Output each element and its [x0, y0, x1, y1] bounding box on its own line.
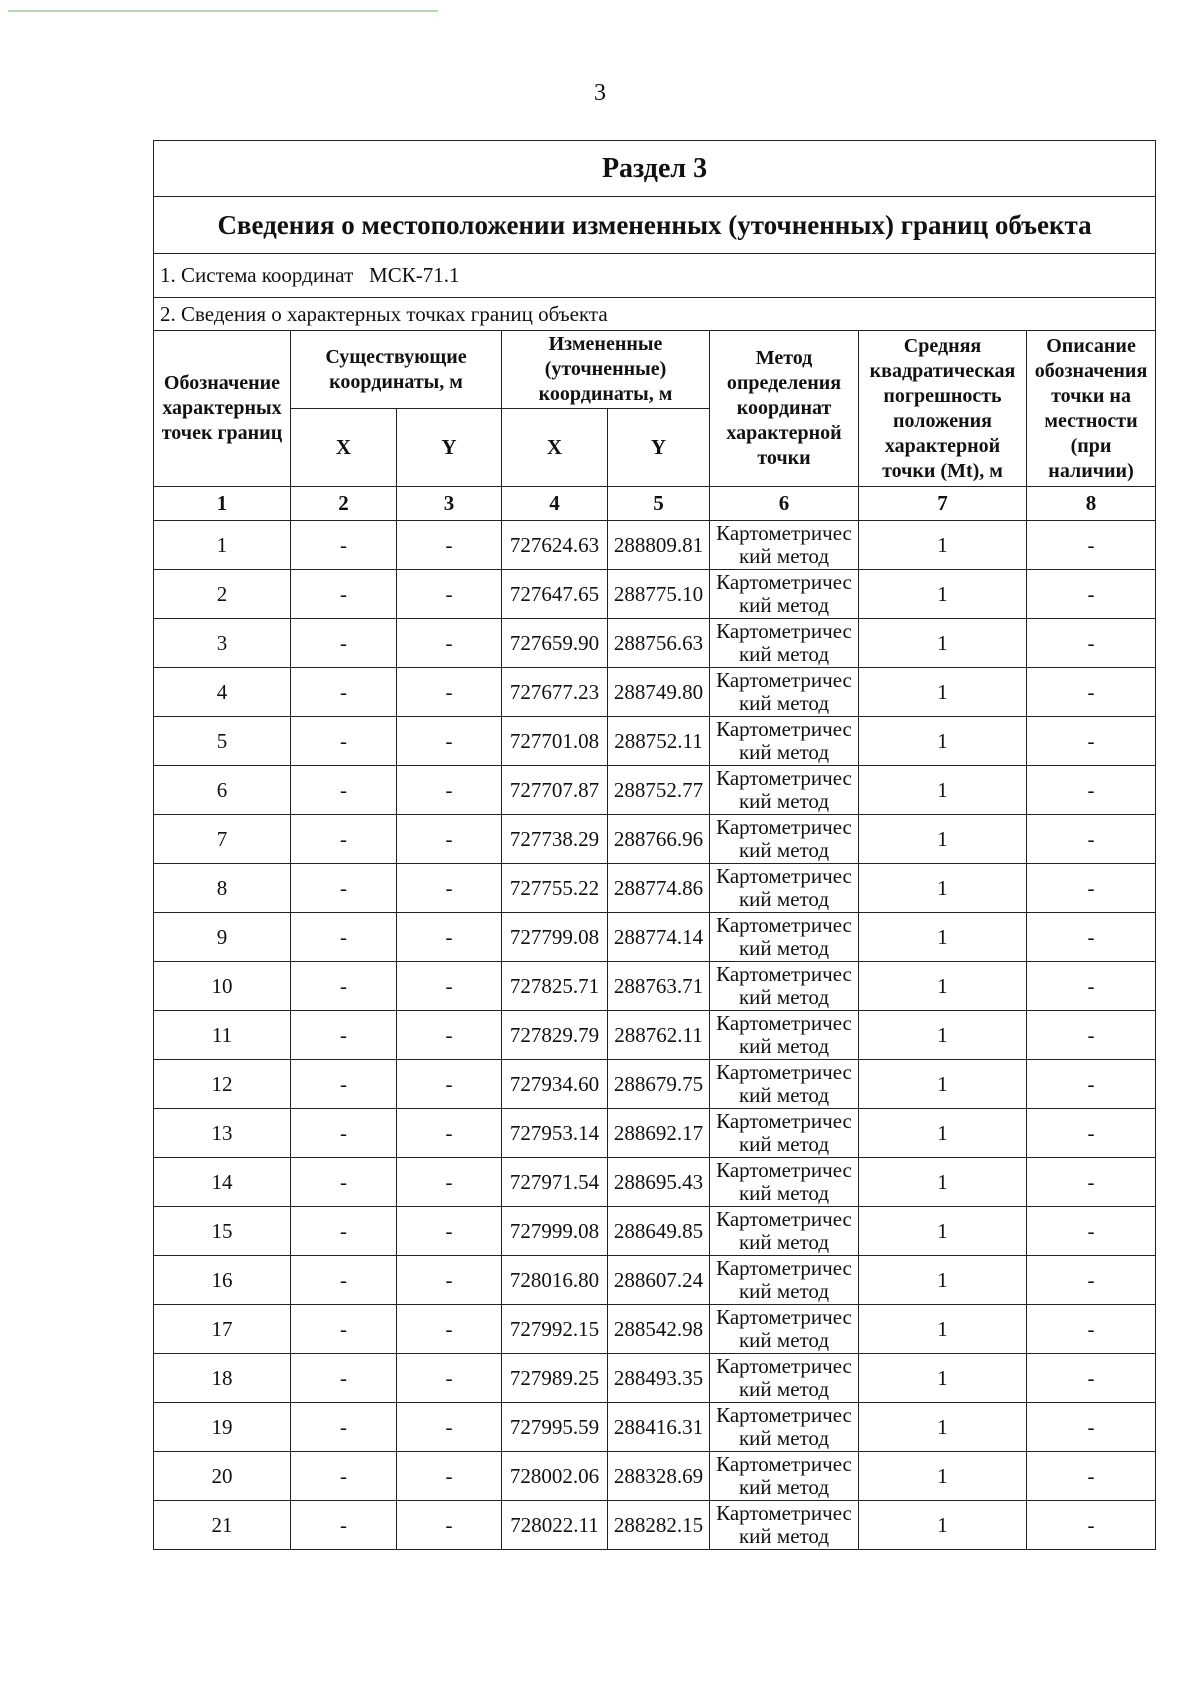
- existing-x-cell: -: [291, 864, 397, 913]
- mean-error-cell: 1: [859, 1060, 1027, 1109]
- section-title: Раздел 3: [154, 141, 1156, 197]
- method-cell: [710, 619, 859, 668]
- point-number-cell: 21: [154, 1501, 291, 1550]
- method-text-line: Картометричес: [716, 1060, 852, 1084]
- point-number-cell: 1: [154, 521, 291, 570]
- existing-x-cell: -: [291, 1256, 397, 1305]
- changed-x-cell: 727755.22: [502, 864, 608, 913]
- point-number-cell: 3: [154, 619, 291, 668]
- method-text-line: кий метод: [738, 1328, 830, 1352]
- description-cell: -: [1027, 864, 1156, 913]
- method-text-line: кий метод: [738, 1524, 830, 1548]
- table-row: [154, 1256, 1156, 1305]
- description-cell: -: [1027, 1060, 1156, 1109]
- method-text-line: Картометричес: [716, 717, 852, 741]
- changed-x-cell: 727829.79: [502, 1011, 608, 1060]
- changed-y-cell: 288542.98: [608, 1305, 710, 1354]
- description-cell: -: [1027, 1207, 1156, 1256]
- description-cell: -: [1027, 1256, 1156, 1305]
- point-number-cell: 16: [154, 1256, 291, 1305]
- existing-y-cell: -: [397, 1256, 502, 1305]
- method-cell: [710, 570, 859, 619]
- point-number-cell: 20: [154, 1452, 291, 1501]
- method-text-line: Картометричес: [716, 619, 852, 643]
- method-text-line: кий метод: [738, 838, 830, 862]
- existing-x-cell: -: [291, 1403, 397, 1452]
- table-row: [154, 1109, 1156, 1158]
- changed-x-cell: 728002.06: [502, 1452, 608, 1501]
- column-number: 1: [154, 487, 291, 521]
- column-number: 8: [1027, 487, 1156, 521]
- method-cell: [710, 766, 859, 815]
- method-text-line: Картометричес: [716, 1011, 852, 1035]
- existing-y-cell: -: [397, 668, 502, 717]
- description-cell: -: [1027, 1158, 1156, 1207]
- existing-y-cell: -: [397, 521, 502, 570]
- point-number-cell: 9: [154, 913, 291, 962]
- description-cell: -: [1027, 1011, 1156, 1060]
- table-row: [154, 1011, 1156, 1060]
- method-text-line: кий метод: [738, 1132, 830, 1156]
- existing-x-cell: -: [291, 766, 397, 815]
- mean-error-cell: 1: [859, 766, 1027, 815]
- header-designation: Обозначение характерных точек границ: [154, 331, 291, 487]
- table-row: [154, 521, 1156, 570]
- mean-error-cell: 1: [859, 1403, 1027, 1452]
- changed-x-cell: 727738.29: [502, 815, 608, 864]
- header-description: Описание обозначения точки на местности (при наличии): [1027, 331, 1156, 487]
- existing-x-cell: -: [291, 962, 397, 1011]
- existing-x-cell: -: [291, 1354, 397, 1403]
- existing-y-cell: -: [397, 962, 502, 1011]
- mean-error-cell: 1: [859, 962, 1027, 1011]
- column-number: 3: [397, 487, 502, 521]
- table-row: [154, 1305, 1156, 1354]
- changed-y-cell: 288756.63: [608, 619, 710, 668]
- method-cell: [710, 1305, 859, 1354]
- description-cell: -: [1027, 521, 1156, 570]
- changed-y-cell: 288752.77: [608, 766, 710, 815]
- changed-x-cell: 727825.71: [502, 962, 608, 1011]
- method-text-line: Картометричес: [716, 570, 852, 594]
- method-text-line: Картометричес: [716, 521, 852, 545]
- header-existing-coords: Существующие координаты, м: [291, 331, 502, 409]
- table-row: [154, 962, 1156, 1011]
- mean-error-cell: 1: [859, 1305, 1027, 1354]
- description-cell: -: [1027, 1452, 1156, 1501]
- changed-x-cell: 727934.60: [502, 1060, 608, 1109]
- point-number-cell: 13: [154, 1109, 291, 1158]
- existing-y-cell: -: [397, 1501, 502, 1550]
- method-text-line: кий метод: [738, 544, 830, 568]
- mean-error-cell: 1: [859, 1354, 1027, 1403]
- table-row: [154, 570, 1156, 619]
- table-row: [154, 766, 1156, 815]
- page-number: 3: [594, 80, 606, 106]
- header-changed-x: X: [502, 409, 608, 487]
- method-text-line: Картометричес: [716, 1305, 852, 1329]
- existing-x-cell: -: [291, 521, 397, 570]
- changed-x-cell: 728022.11: [502, 1501, 608, 1550]
- description-cell: -: [1027, 815, 1156, 864]
- description-cell: -: [1027, 1501, 1156, 1550]
- column-number: 2: [291, 487, 397, 521]
- method-text-line: Картометричес: [716, 1207, 852, 1231]
- method-cell: [710, 1501, 859, 1550]
- existing-y-cell: -: [397, 1060, 502, 1109]
- point-number-cell: 18: [154, 1354, 291, 1403]
- changed-y-cell: 288692.17: [608, 1109, 710, 1158]
- point-number-cell: 8: [154, 864, 291, 913]
- existing-y-cell: -: [397, 717, 502, 766]
- table-row: [154, 1354, 1156, 1403]
- description-cell: -: [1027, 570, 1156, 619]
- changed-x-cell: 727992.15: [502, 1305, 608, 1354]
- method-text-line: кий метод: [738, 691, 830, 715]
- changed-x-cell: 727677.23: [502, 668, 608, 717]
- method-text-line: Картометричес: [716, 766, 852, 790]
- mean-error-cell: 1: [859, 1207, 1027, 1256]
- changed-x-cell: 727707.87: [502, 766, 608, 815]
- existing-y-cell: -: [397, 1207, 502, 1256]
- description-cell: -: [1027, 1305, 1156, 1354]
- method-text-line: Картометричес: [716, 864, 852, 888]
- description-cell: -: [1027, 766, 1156, 815]
- coordinate-system: [154, 254, 1156, 298]
- existing-y-cell: -: [397, 913, 502, 962]
- method-text-line: кий метод: [738, 1083, 830, 1107]
- method-cell: [710, 1452, 859, 1501]
- existing-y-cell: -: [397, 1109, 502, 1158]
- existing-x-cell: -: [291, 1011, 397, 1060]
- header-changed-coords: Измененные (уточненные) координаты, м: [502, 331, 710, 409]
- mean-error-cell: 1: [859, 913, 1027, 962]
- point-number-cell: 17: [154, 1305, 291, 1354]
- method-cell: [710, 1158, 859, 1207]
- mean-error-cell: 1: [859, 521, 1027, 570]
- method-text-line: кий метод: [738, 740, 830, 764]
- scan-edge-line: [8, 10, 438, 12]
- method-cell: [710, 864, 859, 913]
- table-row: [154, 717, 1156, 766]
- table-row: [154, 1158, 1156, 1207]
- point-number-cell: 12: [154, 1060, 291, 1109]
- mean-error-cell: 1: [859, 717, 1027, 766]
- description-cell: -: [1027, 1403, 1156, 1452]
- existing-x-cell: -: [291, 1501, 397, 1550]
- method-text-line: Картометричес: [716, 1501, 852, 1525]
- header-mean-error: Средняя квадратическая погрешность положения характерной точки (Mt), м: [859, 331, 1027, 487]
- existing-y-cell: -: [397, 1354, 502, 1403]
- changed-y-cell: 288649.85: [608, 1207, 710, 1256]
- document-title: Сведения о местоположении измененных (уточненных) границ объекта: [154, 197, 1156, 254]
- existing-x-cell: -: [291, 1305, 397, 1354]
- mean-error-cell: 1: [859, 570, 1027, 619]
- method-cell: [710, 1060, 859, 1109]
- mean-error-cell: 1: [859, 1452, 1027, 1501]
- method-cell: [710, 962, 859, 1011]
- method-text-line: кий метод: [738, 1426, 830, 1450]
- header-changed-y: Y: [608, 409, 710, 487]
- method-cell: [710, 913, 859, 962]
- description-cell: -: [1027, 668, 1156, 717]
- method-text-line: кий метод: [738, 1279, 830, 1303]
- existing-x-cell: -: [291, 1207, 397, 1256]
- column-number: 7: [859, 487, 1027, 521]
- method-text-line: Картометричес: [716, 1109, 852, 1133]
- existing-y-cell: -: [397, 619, 502, 668]
- method-text-line: кий метод: [738, 642, 830, 666]
- boundary-points-table: [153, 140, 1156, 1550]
- changed-x-cell: 727624.63: [502, 521, 608, 570]
- existing-x-cell: -: [291, 815, 397, 864]
- existing-x-cell: -: [291, 1158, 397, 1207]
- table-row: [154, 1403, 1156, 1452]
- method-text-line: Картометричес: [716, 1403, 852, 1427]
- method-text-line: Картометричес: [716, 962, 852, 986]
- mean-error-cell: 1: [859, 668, 1027, 717]
- method-cell: [710, 1109, 859, 1158]
- table-row: [154, 1452, 1156, 1501]
- column-number: 6: [710, 487, 859, 521]
- changed-y-cell: 288775.10: [608, 570, 710, 619]
- existing-y-cell: -: [397, 766, 502, 815]
- point-number-cell: 5: [154, 717, 291, 766]
- point-number-cell: 10: [154, 962, 291, 1011]
- method-text-line: Картометричес: [716, 1256, 852, 1280]
- existing-x-cell: -: [291, 668, 397, 717]
- method-cell: [710, 1011, 859, 1060]
- table-body: [154, 521, 1156, 1550]
- existing-x-cell: -: [291, 717, 397, 766]
- method-text-line: кий метод: [738, 1034, 830, 1058]
- changed-y-cell: 288328.69: [608, 1452, 710, 1501]
- mean-error-cell: 1: [859, 1256, 1027, 1305]
- changed-x-cell: 727989.25: [502, 1354, 608, 1403]
- changed-y-cell: 288766.96: [608, 815, 710, 864]
- changed-x-cell: 727971.54: [502, 1158, 608, 1207]
- method-text-line: Картометричес: [716, 815, 852, 839]
- point-number-cell: 4: [154, 668, 291, 717]
- existing-y-cell: -: [397, 1011, 502, 1060]
- description-cell: -: [1027, 913, 1156, 962]
- changed-x-cell: 727701.08: [502, 717, 608, 766]
- method-text-line: кий метод: [738, 936, 830, 960]
- method-cell: [710, 1403, 859, 1452]
- method-text-line: кий метод: [738, 985, 830, 1009]
- point-number-cell: 15: [154, 1207, 291, 1256]
- existing-x-cell: -: [291, 1060, 397, 1109]
- method-text-line: Картометричес: [716, 668, 852, 692]
- point-number-cell: 11: [154, 1011, 291, 1060]
- method-text-line: Картометричес: [716, 1452, 852, 1476]
- coordinate-system-value: МСК-71.1: [369, 263, 460, 287]
- method-text-line: Картометричес: [716, 1158, 852, 1182]
- description-cell: -: [1027, 1354, 1156, 1403]
- header-method: Метод определения координат характерной точки: [710, 331, 859, 487]
- changed-y-cell: 288749.80: [608, 668, 710, 717]
- table-row: [154, 619, 1156, 668]
- method-cell: [710, 815, 859, 864]
- column-number: 5: [608, 487, 710, 521]
- existing-x-cell: -: [291, 913, 397, 962]
- mean-error-cell: 1: [859, 1011, 1027, 1060]
- point-number-cell: 6: [154, 766, 291, 815]
- method-text-line: Картометричес: [716, 913, 852, 937]
- existing-y-cell: -: [397, 1158, 502, 1207]
- changed-x-cell: 727999.08: [502, 1207, 608, 1256]
- changed-x-cell: 727995.59: [502, 1403, 608, 1452]
- table-row: [154, 815, 1156, 864]
- changed-y-cell: 288763.71: [608, 962, 710, 1011]
- changed-x-cell: 728016.80: [502, 1256, 608, 1305]
- mean-error-cell: 1: [859, 1109, 1027, 1158]
- existing-x-cell: -: [291, 1452, 397, 1501]
- description-cell: -: [1027, 1109, 1156, 1158]
- existing-y-cell: -: [397, 1452, 502, 1501]
- changed-y-cell: 288809.81: [608, 521, 710, 570]
- method-text-line: кий метод: [738, 1377, 830, 1401]
- changed-y-cell: 288493.35: [608, 1354, 710, 1403]
- table-row: [154, 1501, 1156, 1550]
- mean-error-cell: 1: [859, 1501, 1027, 1550]
- method-text-line: кий метод: [738, 593, 830, 617]
- method-text-line: кий метод: [738, 1181, 830, 1205]
- method-cell: [710, 521, 859, 570]
- method-text-line: Картометричес: [716, 1354, 852, 1378]
- method-cell: [710, 668, 859, 717]
- point-number-cell: 14: [154, 1158, 291, 1207]
- changed-x-cell: 727799.08: [502, 913, 608, 962]
- method-text-line: кий метод: [738, 1475, 830, 1499]
- method-cell: [710, 1256, 859, 1305]
- method-cell: [710, 1207, 859, 1256]
- description-cell: -: [1027, 717, 1156, 766]
- mean-error-cell: 1: [859, 864, 1027, 913]
- table-row: [154, 668, 1156, 717]
- changed-x-cell: 727647.65: [502, 570, 608, 619]
- changed-y-cell: 288774.14: [608, 913, 710, 962]
- existing-x-cell: -: [291, 1109, 397, 1158]
- header-existing-y: Y: [397, 409, 502, 487]
- description-cell: -: [1027, 962, 1156, 1011]
- changed-x-cell: 727659.90: [502, 619, 608, 668]
- changed-y-cell: 288416.31: [608, 1403, 710, 1452]
- method-text-line: кий метод: [738, 887, 830, 911]
- changed-y-cell: 288607.24: [608, 1256, 710, 1305]
- coordinate-system-label: 1. Система координат: [160, 263, 354, 287]
- existing-y-cell: -: [397, 570, 502, 619]
- existing-y-cell: -: [397, 1305, 502, 1354]
- table-row: [154, 1060, 1156, 1109]
- existing-y-cell: -: [397, 815, 502, 864]
- point-number-cell: 2: [154, 570, 291, 619]
- mean-error-cell: 1: [859, 1158, 1027, 1207]
- table-row: [154, 913, 1156, 962]
- existing-x-cell: -: [291, 619, 397, 668]
- changed-y-cell: 288695.43: [608, 1158, 710, 1207]
- method-cell: [710, 1354, 859, 1403]
- point-number-cell: 7: [154, 815, 291, 864]
- table-row: [154, 1207, 1156, 1256]
- changed-y-cell: 288752.11: [608, 717, 710, 766]
- point-number-cell: 19: [154, 1403, 291, 1452]
- method-text-line: кий метод: [738, 789, 830, 813]
- changed-y-cell: 288774.86: [608, 864, 710, 913]
- changed-y-cell: 288679.75: [608, 1060, 710, 1109]
- existing-x-cell: -: [291, 570, 397, 619]
- method-text-line: кий метод: [738, 1230, 830, 1254]
- column-number: 4: [502, 487, 608, 521]
- changed-y-cell: 288762.11: [608, 1011, 710, 1060]
- method-cell: [710, 717, 859, 766]
- points-heading: 2. Сведения о характерных точках границ объекта: [154, 298, 1156, 331]
- mean-error-cell: 1: [859, 815, 1027, 864]
- description-cell: -: [1027, 619, 1156, 668]
- changed-x-cell: 727953.14: [502, 1109, 608, 1158]
- changed-y-cell: 288282.15: [608, 1501, 710, 1550]
- table-row: [154, 864, 1156, 913]
- header-existing-x: X: [291, 409, 397, 487]
- mean-error-cell: 1: [859, 619, 1027, 668]
- existing-y-cell: -: [397, 864, 502, 913]
- existing-y-cell: -: [397, 1403, 502, 1452]
